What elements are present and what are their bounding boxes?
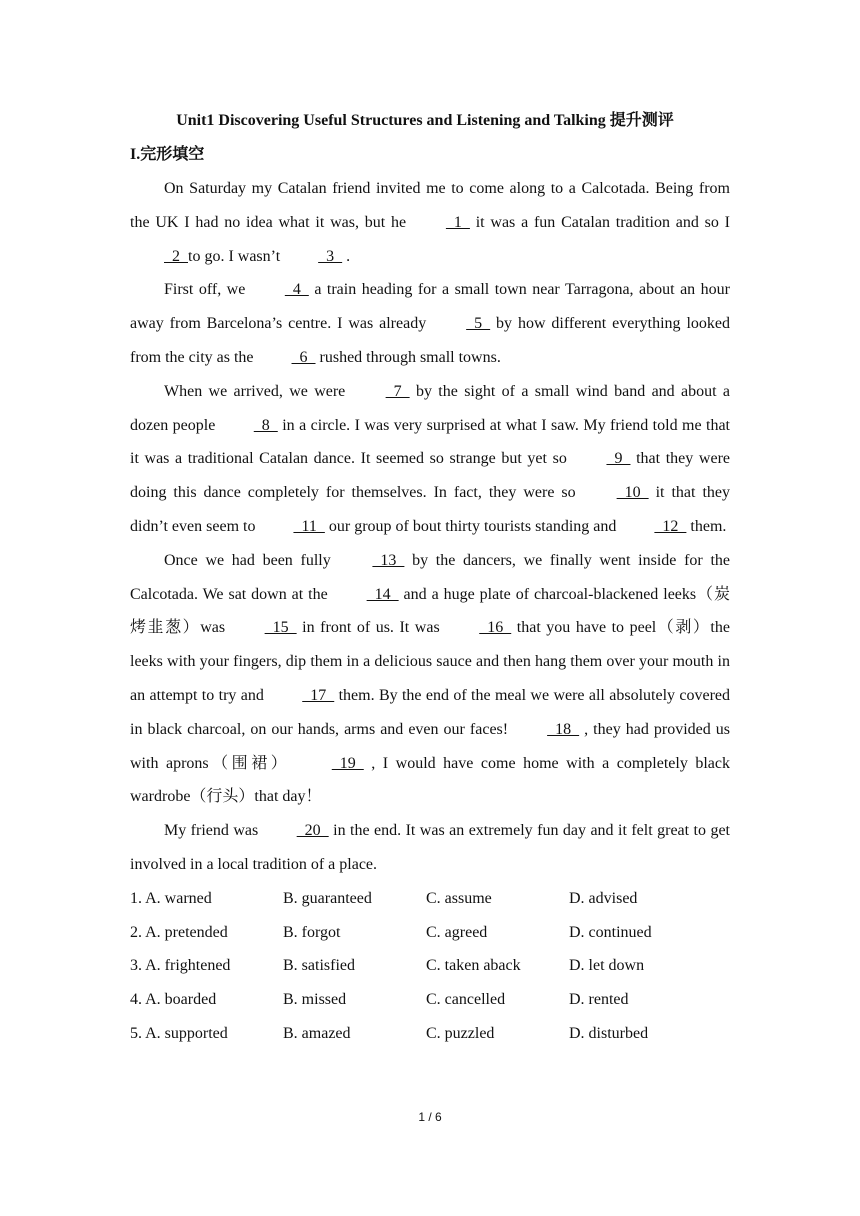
option-choice: C. puzzled (426, 1024, 495, 1042)
passage-text: My friend was (164, 822, 263, 840)
blank-number: 18 (547, 720, 580, 738)
option-choice: 1. A. warned (130, 889, 212, 907)
blank-number: 17 (302, 686, 335, 704)
passage-paragraph (130, 273, 730, 374)
option-row (130, 882, 730, 916)
blank-number: 15 (264, 619, 297, 637)
passage-paragraph (130, 544, 730, 814)
blank-number: 6 (291, 348, 316, 366)
passage-text: , I would have come home with a completely black wardrobe（行头）that day！ (130, 754, 730, 806)
option-choice: 4. A. boarded (130, 991, 217, 1009)
option-choice: B. forgot (283, 923, 341, 941)
passage-text: it was a fun Catalan tradition and so I (469, 213, 731, 231)
option-choice: 2. A. pretended (130, 923, 228, 941)
blank-number: 8 (253, 416, 278, 434)
passage-text: that you have to peel（剥）the leeks with your fingers, dip them in a delicious sauce and then hang them over your mouth in an attempt to try and (130, 619, 730, 704)
passage-text: them. By the end of the meal we were all absolutely covered in black charcoal, on our hands, arms and even our faces! (130, 686, 731, 738)
blank-number: 5 (466, 315, 491, 333)
passage-text: them. (686, 517, 727, 535)
option-row (130, 916, 730, 950)
cloze-passage (130, 172, 730, 882)
blank-number: 14 (366, 585, 399, 603)
passage-text: and a huge plate of charcoal-blackened leeks（炭烤韭葱）was (130, 585, 730, 637)
passage-text: in the end. It was an extremely fun day and it felt great to get involved in a local tradition of a place. (130, 822, 730, 873)
option-choice: B. satisfied (283, 957, 355, 975)
passage-text: . (342, 247, 351, 265)
option-choice: B. amazed (283, 1024, 351, 1042)
option-row (130, 949, 730, 983)
option-choice: C. agreed (426, 923, 488, 941)
blank-number: 12 (654, 517, 687, 535)
page-title: Unit1 Discovering Useful Structures and Listening and Talking 提升测评 (176, 112, 674, 129)
section-heading: I.完形填空 (130, 146, 205, 163)
option-choice: C. taken aback (426, 957, 521, 975)
option-row (130, 983, 730, 1017)
passage-text: in a circle. I was very surprised at what I saw. My friend told me that it was a traditional Catalan dance. It seemed so strange but yet so (130, 416, 731, 468)
passage-text: When we arrived, we were (164, 382, 352, 400)
option-choice: D. advised (569, 889, 638, 907)
blank-number: 19 (331, 754, 364, 772)
blank-number: 1 (445, 213, 470, 231)
option-choice: C. cancelled (426, 991, 506, 1009)
passage-text: by the sight of a small wind band and about a dozen people (130, 382, 731, 434)
passage-text: our group of bout thirty tourists standing and (324, 517, 621, 535)
option-choice: D. let down (569, 957, 645, 975)
option-choice: D. rented (569, 991, 629, 1009)
passage-text: by how different everything looked from the city as the (130, 315, 731, 366)
option-choice: D. disturbed (569, 1024, 649, 1042)
option-row (130, 1017, 730, 1051)
passage-text: by the dancers, we finally went inside for the Calcotada. We sat down at the (130, 551, 730, 603)
option-choice: 5. A. supported (130, 1024, 228, 1042)
passage-text: First off, we (164, 281, 251, 299)
answer-options (130, 882, 730, 1051)
blank-number: 10 (616, 484, 649, 502)
blank-number: 16 (479, 619, 512, 637)
passage-text: , they had provided us with aprons（围裙） (130, 720, 730, 772)
page-number: 1 / 6 (418, 1110, 442, 1124)
passage-text: it that they didn’t even seem to (130, 484, 730, 535)
blank-number: 2 (164, 247, 188, 265)
passage-paragraph (130, 172, 730, 273)
blank-number: 9 (606, 450, 631, 468)
option-choice: 3. A. frightened (130, 957, 231, 975)
passage-text: a train heading for a small town near Tarragona, about an hour away from Barcelona’s centre. I was already (130, 281, 730, 333)
option-choice: B. guaranteed (283, 889, 372, 907)
passage-text: Once we had been fully (164, 551, 339, 569)
blank-number: 11 (293, 517, 325, 535)
option-choice: C. assume (426, 889, 492, 907)
blank-number: 4 (284, 281, 309, 299)
passage-text: On Saturday my Catalan friend invited me to come along to a Calcotada. Being from the UK I had no idea what it was, but he (130, 180, 730, 231)
passage-text: rushed through small towns. (315, 348, 501, 366)
blank-number: 7 (385, 382, 410, 400)
blank-number: 3 (318, 247, 343, 265)
passage-text: to go. I wasn’t (188, 247, 285, 265)
passage-paragraph (130, 814, 730, 882)
option-choice: B. missed (283, 991, 347, 1009)
blank-number: 20 (296, 822, 329, 840)
blank-number: 13 (372, 551, 405, 569)
passage-text: that they were doing this dance completely for themselves. In fact, they were so (130, 450, 731, 502)
passage-paragraph (130, 375, 730, 544)
option-choice: D. continued (569, 923, 652, 941)
document-page (130, 104, 730, 1051)
passage-text: in front of us. It was (296, 619, 446, 637)
